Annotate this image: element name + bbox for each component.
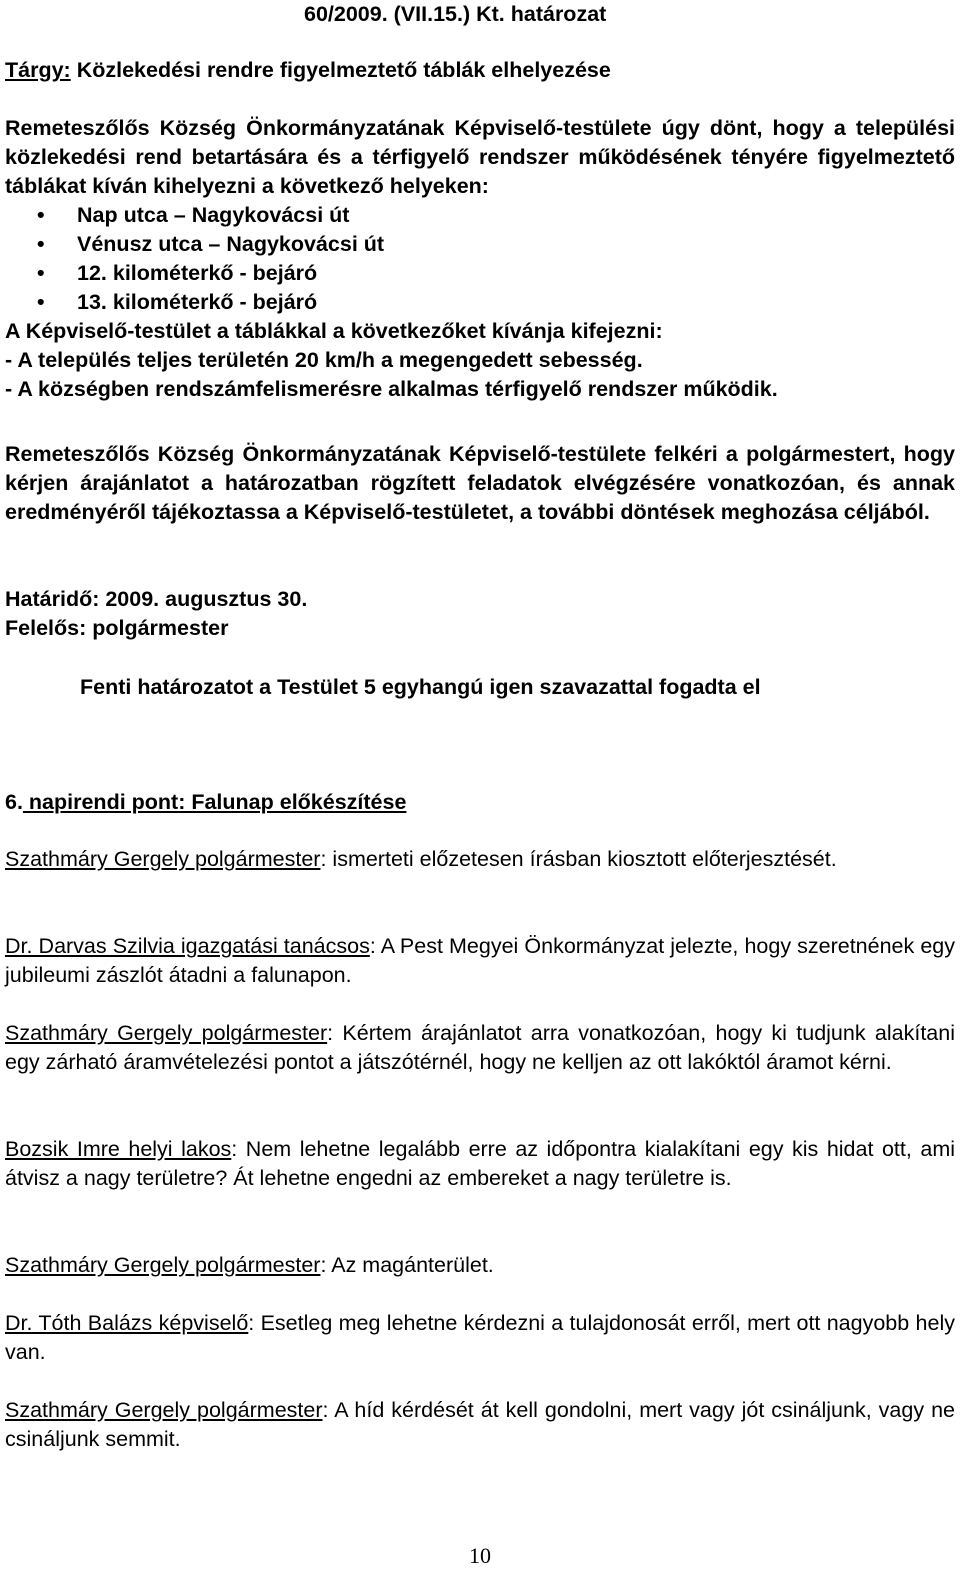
list-item: • Nap utca – Nagykovácsi út (5, 201, 905, 230)
subject-text: Közlekedési rendre figyelmeztető táblák elhelyezése (70, 58, 611, 82)
dialogue-entry (5, 1019, 955, 1077)
agenda-title: napirendi pont: Falunap előkészítése (22, 790, 407, 814)
agenda-number: 6. (5, 790, 23, 814)
speech-text: : Esetleg meg lehetne kérdezni a tulajdonosát erről, mert ott nagyobb hely van. (5, 1311, 955, 1364)
speaker-name: Szathmáry Gergely polgármester (5, 1398, 323, 1422)
deadline: Határidő: 2009. augusztus 30. (5, 587, 308, 611)
page-number: 10 (469, 1543, 491, 1568)
speaker-name: Dr. Darvas Szilvia igazgatási tanácsos (5, 934, 370, 958)
speaker-name: Szathmáry Gergely polgármester (5, 1253, 321, 1277)
list-item: • 13. kilométerkő - bejáró (5, 288, 905, 317)
list-item: • Vénusz utca – Nagykovácsi út (5, 230, 905, 259)
expression-block (5, 317, 955, 404)
speed-limit-line: - A település teljes területén 20 km/h a megengedett sebesség. (5, 348, 643, 372)
intro-paragraph: Remeteszőlős Község Önkormányzatának Képviselő-testülete úgy dönt, hogy a települési közlekedési rend betartására és a térfigyelő rendszer működésének tényére figyelmeztető táblákat kíván kihelyezni a következő helyeken: (5, 116, 955, 198)
speaker-name: Szathmáry Gergely polgármester (5, 1021, 328, 1045)
speech-text: : Kértem árajánlatot arra vonatkozóan, hogy ki tudjunk alakítani egy zárható áramvételezési pontot a játszótérnél, hogy ne kelljen az ott lakóktól áramot kérni. (5, 1021, 955, 1074)
speech-text: : ismerteti előzetesen írásban kiosztott előterjesztését. (320, 847, 837, 871)
resolution-title: 60/2009. (VII.15.) Kt. határozat (304, 2, 607, 26)
dialogue-entry (5, 1251, 955, 1280)
dialogue-entry (5, 1309, 955, 1367)
speech-text: : Az magánterület. (320, 1253, 494, 1277)
location-list (5, 201, 905, 317)
dialogue-entry (5, 1396, 955, 1454)
speech-text: : A híd kérdését át kell gondolni, mert vagy jót csináljunk, vagy ne csináljunk semmit. (5, 1398, 955, 1451)
speaker-name: Bozsik Imre helyi lakos (5, 1137, 232, 1161)
dialogue-entry (5, 1135, 955, 1193)
list-item: • 12. kilométerkő - bejáró (5, 259, 905, 288)
speaker-name: Szathmáry Gergely polgármester (5, 847, 321, 871)
dialogue-entry (5, 845, 955, 874)
speech-text: : A Pest Megyei Önkormányzat jelezte, hogy szeretnének egy jubileumi zászlót átadni a falunapon. (5, 934, 955, 987)
camera-system-line: - A községben rendszámfelismerésre alkalmas térfigyelő rendszer működik. (5, 377, 778, 401)
speaker-name: Dr. Tóth Balázs képviselő (5, 1311, 249, 1335)
vote-result: Fenti határozatot a Testület 5 egyhangú igen szavazattal fogadta el (80, 675, 761, 699)
subject-label: Tárgy: (5, 58, 71, 82)
speech-text: : Nem lehetne legalább erre az időpontra kialakítani egy kis hidat ott, ami átvisz a nagy területre? Át lehetne engedni az embereket a nagy területre is. (5, 1137, 955, 1190)
agenda-heading (5, 788, 905, 817)
subject-line (5, 56, 945, 85)
expression-intro: A Képviselő-testület a táblákkal a következőket kívánja kifejezni: (5, 319, 663, 343)
responsible: Felelős: polgármester (5, 616, 229, 640)
dialogue-entry (5, 932, 955, 990)
request-paragraph: Remeteszőlős Község Önkormányzatának Képviselő-testülete felkéri a polgármestert, hogy kérjen árajánlatot a határozatban rögzített feladatok elvégzésére vonatkozóan, és annak eredményéről tájékoztassa a Képviselő-testületet, a további döntések meghozása céljából. (5, 442, 955, 524)
